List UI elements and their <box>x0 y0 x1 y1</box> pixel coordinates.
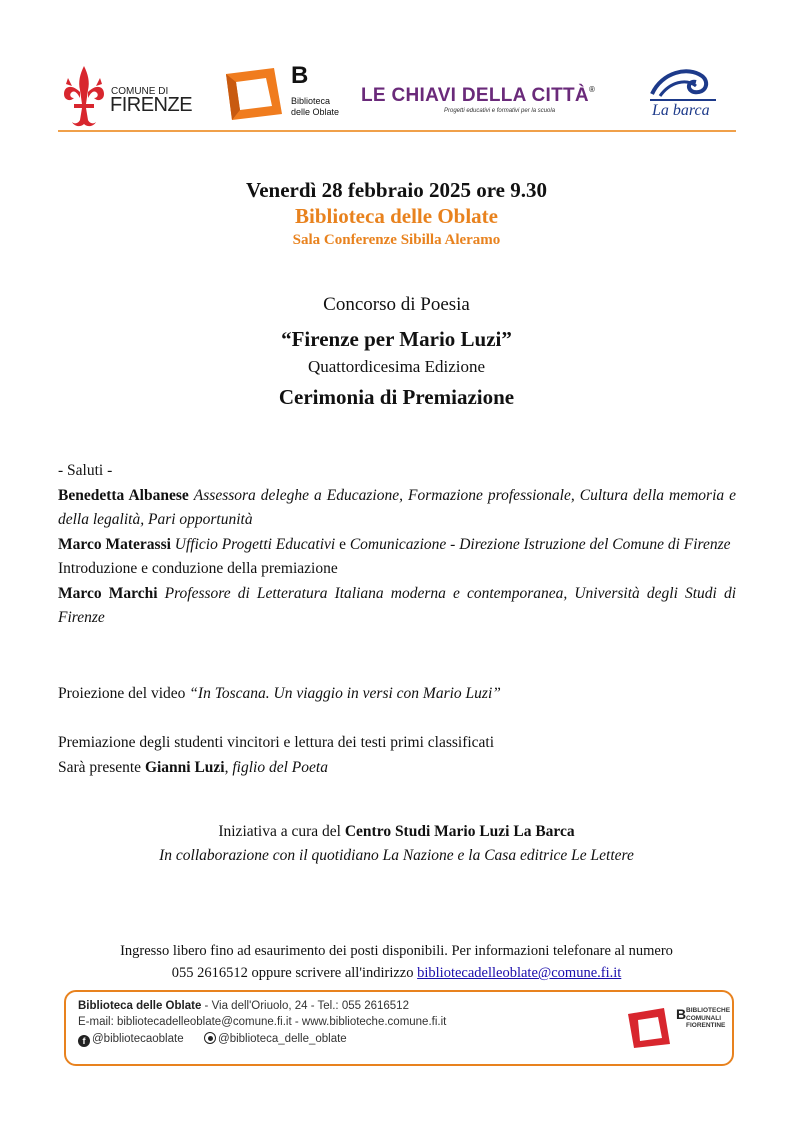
event-venue: Biblioteca delle Oblate <box>295 204 498 228</box>
speaker-2-role-a: Ufficio Progetti Educativi <box>174 535 336 553</box>
intro-line: Introduzione e conduzione della premiazione <box>58 560 338 577</box>
contest-edition: Quattordicesima Edizione <box>307 357 486 376</box>
present-role: figlio del Poeta <box>232 758 328 776</box>
awards-line: Premiazione degli studenti vincitori e lettura dei testi primi classificati <box>58 734 495 751</box>
labarca-logo-text: La barca <box>652 102 710 119</box>
initiative-line <box>0 823 793 841</box>
footer-address: - Via dell'Oriuolo, 24 - Tel.: 055 2616512 <box>201 1000 409 1012</box>
present-name: Gianni Luzi <box>144 758 225 776</box>
bcf-logo-letter: B <box>676 1006 687 1022</box>
oblate-logo-line1: Biblioteca <box>291 96 331 106</box>
instagram-icon <box>204 1032 216 1044</box>
footer-contacts: E-mail: bibliotecadelleoblate@comune.fi.it - www.biblioteche.comune.fi.it <box>78 1016 447 1028</box>
contest-title: “Firenze per Mario Luzi” <box>281 327 512 351</box>
speaker-3 <box>58 582 736 631</box>
registered-mark: ® <box>588 85 596 94</box>
speaker-2-role-b: Comunicazione - Direzione Istruzione del Comune di Firenze <box>349 535 731 553</box>
awards-block <box>58 731 736 780</box>
wave-icon <box>648 64 718 102</box>
bcf-logo-text <box>686 1007 730 1030</box>
contest-name: Concorso di Poesia <box>323 294 470 315</box>
program <box>58 459 736 631</box>
oblate-book-icon <box>222 64 286 122</box>
firenze-logo-line2: FIRENZE <box>110 94 193 116</box>
footer-contact-box <box>64 990 734 1066</box>
info-line-1: Ingresso libero fino ad esaurimento dei posti disponibili. Per informazioni telefonare al numero <box>120 943 673 959</box>
speaker-2-role-and: e <box>339 535 346 553</box>
speaker-2-name: Marco Materassi <box>58 535 171 553</box>
speaker-1-role: Assessora deleghe a Educazione, Formazione professionale, Cultura della memoria e della legalità, Pari opportunità <box>58 486 737 528</box>
speaker-3-role: Professore di Letteratura Italiana moderna e contemporanea, Università degli Studi di Firenze <box>58 584 737 626</box>
initiative-org: Centro Studi Mario Luzi La Barca <box>344 823 575 840</box>
facebook-handle[interactable]: @bibliotecaoblate <box>92 1033 184 1045</box>
firenze-logo-line1: COMUNE DI <box>111 86 169 97</box>
video-prefix: Proiezione del video <box>58 685 186 702</box>
email-link[interactable]: bibliotecadelleoblate@comune.fi.it <box>417 965 622 981</box>
info-line-2 <box>0 962 793 984</box>
present-prefix: Sarà presente <box>58 758 142 776</box>
speaker-3-name: Marco Marchi <box>58 584 158 602</box>
chiavi-logo-subtitle: Progetti educativi e formativi per la scuola <box>444 108 556 114</box>
ceremony-title: Cerimonia di Premiazione <box>278 385 515 409</box>
info-note <box>0 940 793 984</box>
header-logos <box>0 0 793 135</box>
instagram-handle[interactable]: @biblioteca_delle_oblate <box>218 1033 347 1045</box>
bcf-line-2: COMUNALI <box>686 1014 722 1022</box>
video-line <box>58 682 736 707</box>
footer-social <box>78 1032 347 1047</box>
event-room: Sala Conferenze Sibilla Aleramo <box>292 232 501 248</box>
speaker-2 <box>58 533 736 558</box>
footer-library-name: Biblioteca delle Oblate <box>78 1000 202 1012</box>
footer-line-1 <box>78 1000 409 1012</box>
bcf-line-3: FIORENTINE <box>686 1022 726 1029</box>
header-divider <box>58 130 736 132</box>
greetings-label: - Saluti - <box>58 462 113 479</box>
oblate-logo-line2: delle Oblate <box>291 107 340 117</box>
info-line-2-prefix: 055 2616512 oppure scrivere all'indirizzo <box>171 965 414 981</box>
collaboration-line: In collaborazione con il quotidiano La Nazione e la Casa editrice Le Lettere <box>159 847 634 864</box>
speaker-1-name: Benedetta Albanese <box>58 486 189 504</box>
facebook-icon: f <box>78 1035 90 1047</box>
speaker-1 <box>58 484 736 533</box>
chiavi-logo-title: LE CHIAVI DELLA CITTÀ® <box>361 85 596 106</box>
bcf-logo-icon <box>626 1006 672 1050</box>
video-title: “In Toscana. Un viaggio in versi con Mario Luzi” <box>189 685 501 702</box>
bcf-line-1: BIBLIOTECHE <box>686 1007 731 1014</box>
giglio-icon <box>60 64 108 128</box>
present-line: Sarà presente Gianni Luzi, figlio del Poeta <box>58 758 328 776</box>
initiative-prefix: Iniziativa a cura del <box>218 823 341 840</box>
oblate-logo-letter: B <box>291 62 309 89</box>
event-date: Venerdì 28 febbraio 2025 ore 9.30 <box>246 178 547 202</box>
